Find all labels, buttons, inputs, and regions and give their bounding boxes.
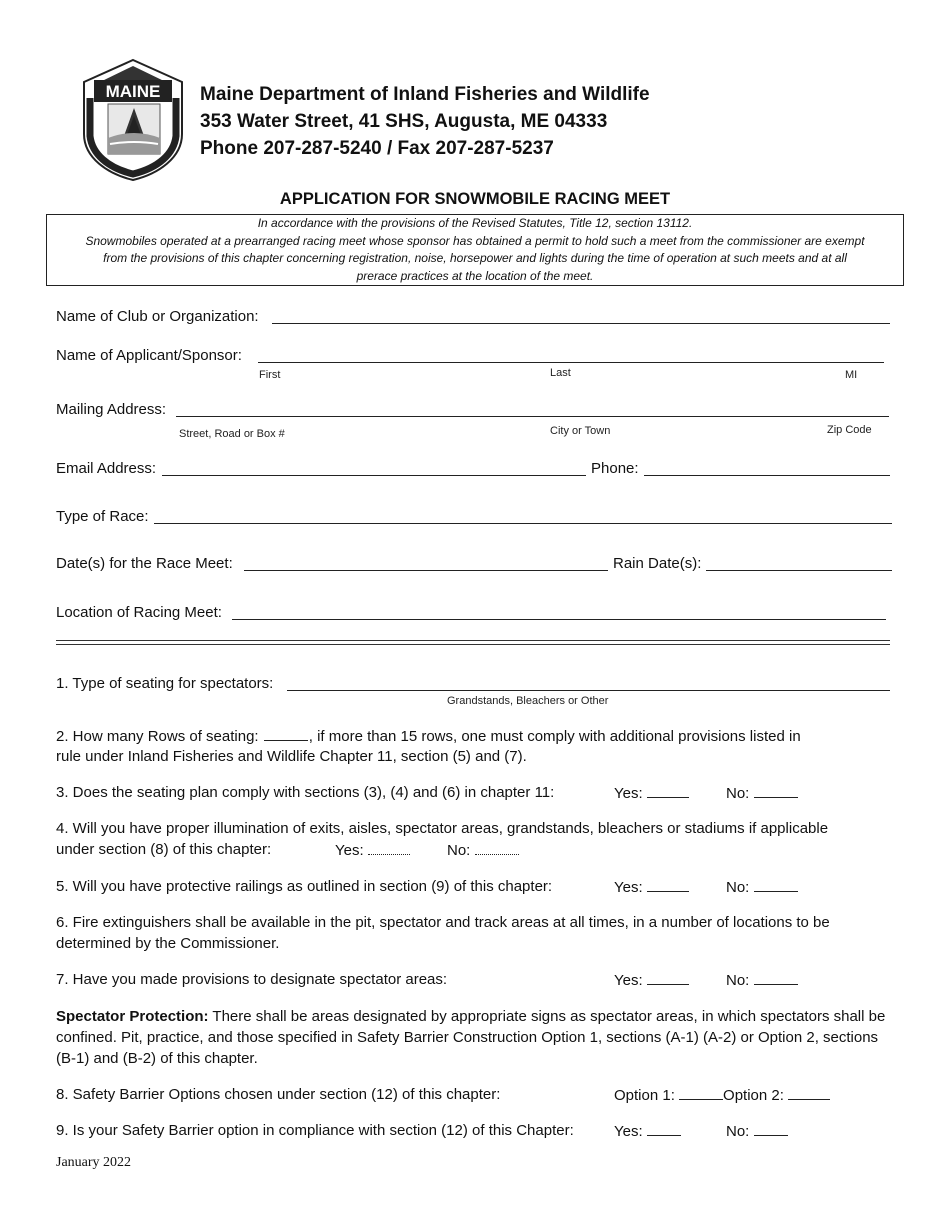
notice-line-4: prerace practices at the location of the meet. (356, 268, 594, 283)
location-label: Location of Racing Meet: (56, 604, 222, 621)
phone-label: Phone: (591, 460, 639, 477)
race-dates-label: Date(s) for the Race Meet: (56, 555, 233, 572)
q9-yes-label: Yes: (614, 1123, 643, 1140)
q9-no-field[interactable] (754, 1121, 788, 1136)
agency-phone-fax: Phone 207-287-5240 / Fax 207-287-5237 (200, 138, 554, 159)
location-field[interactable] (232, 605, 886, 620)
notice-line-3: from the provisions of this chapter concerning registration, noise, horsepower and lights during the time of operation at such meets and at all (103, 251, 847, 265)
mailing-city-sublabel: City or Town (550, 425, 611, 437)
q1-seating-type-label: 1. Type of seating for spectators: (56, 675, 274, 692)
spectator-protection-paragraph (56, 1006, 896, 1069)
q2-rows-field[interactable] (264, 726, 308, 741)
q9-no-label: No: (726, 1123, 750, 1140)
q5-yes-field[interactable] (647, 877, 689, 892)
applicant-mi-sublabel: MI (845, 369, 858, 381)
agency-address: 353 Water Street, 41 SHS, Augusta, ME 04333 (200, 111, 608, 132)
q3-yes-field[interactable] (647, 783, 689, 798)
statute-notice-box (46, 214, 904, 286)
applicant-first-sublabel: First (259, 369, 281, 381)
mailing-street-sublabel: Street, Road or Box # (179, 428, 285, 440)
applicant-name-label: Name of Applicant/Sponsor: (56, 347, 242, 364)
q2-rows-text-continued: rule under Inland Fisheries and Wildlife Chapter 11, section (5) and (7). (56, 748, 527, 765)
spectator-protection-heading: Spectator Protection: (56, 1008, 209, 1025)
q5-railings-label: 5. Will you have protective railings as outlined in section (9) of this chapter: (56, 878, 553, 895)
maine-ifw-seal-logo (78, 58, 188, 182)
q8-option1-label: Option 1: (614, 1087, 675, 1104)
q6-fire-extinguishers-text: 6. Fire extinguishers shall be available in the pit, spectator and track areas at all times, in a number of locations to be determined by the Commissioner. (56, 914, 830, 952)
q9-compliance-label: 9. Is your Safety Barrier option in compliance with section (12) of this Chapter: (56, 1122, 574, 1139)
club-name-label: Name of Club or Organization: (56, 308, 259, 325)
mailing-zip-sublabel: Zip Code (827, 424, 872, 436)
q8-option1-field[interactable] (679, 1085, 723, 1100)
q3-no-field[interactable] (754, 783, 798, 798)
notice-line-1: In accordance with the provisions of the Revised Statutes, Title 12, section 13112. (257, 216, 693, 230)
q7-yes-label: Yes: (614, 972, 643, 989)
revision-date: January 2022 (56, 1155, 132, 1170)
spectator-protection-text: There shall be areas designated by appropriate signs as spectator areas, in which spectators shall be confined. Pit, practice, and those specified in Safety Barrier Construction Option 1, sections (A-1) (A-2) or Option 2, sections (B-1) and (B-2) of this chapter. (56, 1008, 886, 1067)
phone-field[interactable] (644, 461, 890, 476)
applicant-last-sublabel: Last (550, 367, 571, 379)
email-label: Email Address: (56, 460, 157, 477)
q5-no-label: No: (726, 879, 750, 896)
q3-seating-plan-label: 3. Does the seating plan comply with sections (3), (4) and (6) in chapter 11: (56, 784, 555, 801)
q4-no-label: No: (447, 842, 471, 859)
notice-line-2: Snowmobiles operated at a prearranged racing meet whose sponsor has obtained a permit to hold such a meet from the commissioner are exempt (85, 233, 865, 248)
logo-text: MAINE (105, 82, 161, 101)
form-title: APPLICATION FOR SNOWMOBILE RACING MEET (279, 190, 671, 208)
divider-top-line (56, 640, 890, 641)
applicant-name-field[interactable] (258, 348, 884, 363)
q8-safety-barrier-label: 8. Safety Barrier Options chosen under section (12) of this chapter: (56, 1086, 501, 1103)
q1-seating-sublabel: Grandstands, Bleachers or Other (447, 695, 609, 707)
q8-option2-label: Option 2: (723, 1087, 784, 1104)
race-type-label: Type of Race: (56, 508, 149, 525)
race-dates-field[interactable] (244, 556, 608, 571)
mailing-address-label: Mailing Address: (56, 401, 167, 418)
q7-spectator-areas-label: 7. Have you made provisions to designate spectator areas: (56, 971, 448, 988)
q2-rows-label: 2. How many Rows of seating: (56, 728, 259, 745)
q1-seating-type-field[interactable] (287, 676, 890, 691)
q4-no-field[interactable] (475, 840, 519, 855)
mailing-address-field[interactable] (176, 402, 889, 417)
rain-dates-label: Rain Date(s): (613, 555, 702, 572)
email-field[interactable] (162, 461, 586, 476)
rain-dates-field[interactable] (706, 556, 892, 571)
q4-yes-label: Yes: (335, 842, 364, 859)
q4-yes-field[interactable] (368, 840, 410, 855)
q5-yes-label: Yes: (614, 879, 643, 896)
club-name-field[interactable] (272, 309, 890, 324)
race-type-field[interactable] (154, 509, 892, 524)
divider-bottom-line (56, 644, 890, 645)
q7-no-field[interactable] (754, 970, 798, 985)
q7-no-label: No: (726, 972, 750, 989)
q7-yes-field[interactable] (647, 970, 689, 985)
agency-name: Maine Department of Inland Fisheries and Wildlife (200, 84, 650, 105)
q3-no-label: No: (726, 785, 750, 802)
q4-illumination-label: 4. Will you have proper illumination of exits, aisles, spectator areas, grandstands, bleachers or stadiums if applicable (56, 820, 829, 837)
q8-option2-field[interactable] (788, 1085, 830, 1100)
q4-illumination-label-continued: under section (8) of this chapter: (56, 841, 272, 858)
q5-no-field[interactable] (754, 877, 798, 892)
q2-rows-text: , if more than 15 rows, one must comply with additional provisions listed in (308, 728, 801, 745)
q9-yes-field[interactable] (647, 1121, 681, 1136)
q3-yes-label: Yes: (614, 785, 643, 802)
